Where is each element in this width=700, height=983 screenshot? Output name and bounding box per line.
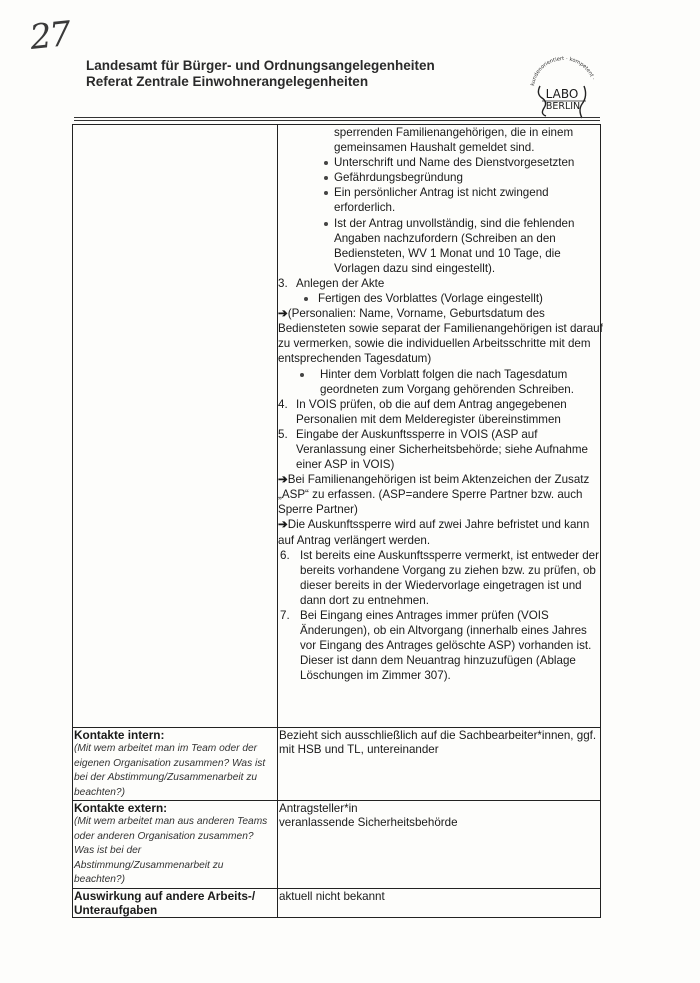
- logo-city: BERLIN: [545, 101, 581, 112]
- procedure-table: [72, 124, 601, 918]
- empty-label-cell: [73, 125, 278, 728]
- list-item: Gefährdungsbegründung: [278, 170, 600, 185]
- impact-value: aktuell nicht bekannt: [278, 888, 601, 917]
- department-name: Referat Zentrale Einwohnerangelegenheiten: [86, 74, 369, 89]
- contacts-intern-row: [73, 728, 601, 801]
- text-line: sperrenden Familienangehörigen, die in einem: [334, 126, 574, 139]
- step-5: 5. Eingabe der Auskunftssperre in VOIS (ASP auf Veranlassung einer Sicherheitsbehörde; siehe Aufnahme einer ASP in VOIS): [278, 427, 588, 472]
- note-arrow-2: ➔Bei Familienangehörigen ist beim Aktenzeichen der Zusatz „ASP“ zu erfassen. (ASP=andere Sperre Partner bzw. auch Sperre Partner): [278, 473, 590, 517]
- step-7: 7. Bei Eingang eines Antrages immer prüfen (VOIS Änderungen), ob ein Altvorgang (innerhalb eines Jahres vor Eingang des Antrages gelöschte ASP) vorhanden ist. Dieser ist dann dem Neuantrag hinzuzufügen (Ablage Löschungen im Zimmer 307).: [280, 609, 592, 683]
- contacts-intern-label: Kontakte intern: (Mit wem arbeitet man im Team oder der eigenen Organisation zusammen? Was ist bei der Abstimmung/Zusammenarbeit zu beachten?): [73, 728, 278, 801]
- list-item: Ein persönlicher Antrag ist nicht zwingend erforderlich.: [278, 185, 600, 215]
- list-item: Unterschrift und Name des Dienstvorgesetzten: [278, 155, 600, 170]
- contacts-extern-value: Antragsteller*in veranlassende Sicherheitsbehörde: [278, 801, 601, 889]
- arrow-icon: ➔: [278, 307, 288, 321]
- list-item: Hinter dem Vorblatt folgen die nach Tagesdatum geordneten zum Vorgang gehörenden Schreiben.: [278, 367, 600, 397]
- labo-berlin-logo: [526, 46, 598, 124]
- bullet-icon: [324, 161, 328, 165]
- bullet-icon: [324, 176, 328, 180]
- contacts-extern-hint: (Mit wem arbeitet man aus anderen Teams oder anderen Organisation zusammen? Was ist bei der Abstimmung/Zusammenarbeit zu beachten?): [74, 816, 268, 885]
- header-divider-thin: [74, 120, 600, 121]
- list-item: Fertigen des Vorblattes (Vorlage eingestellt): [278, 291, 600, 306]
- contacts-intern-hint: (Mit wem arbeitet man im Team oder der eigenen Organisation zusammen? Was ist bei der Abstimmung/Zusammenarbeit zu beachten?): [74, 743, 266, 798]
- step-3: 3. Anlegen der Akte: [278, 276, 385, 290]
- logo-arc-text: kundenorientiert · kompetent ·: [530, 56, 596, 87]
- agency-name: Landesamt für Bürger- und Ordnungsangelegenheiten: [86, 58, 435, 73]
- svg-text:kundenorientiert · kompetent ·: [526, 46, 596, 86]
- procedure-text: [278, 125, 603, 711]
- note-arrow-3: ➔Die Auskunftssperre wird auf zwei Jahre befristet und kann auf Antrag verlängert werden.: [278, 518, 590, 547]
- arrow-icon: ➔: [278, 518, 288, 532]
- bullet-icon: [304, 297, 308, 301]
- impact-row: [73, 888, 601, 917]
- contacts-intern-value: Bezieht sich ausschließlich auf die Sachbearbeiter*innen, ggf. mit HSB und TL, untereinander: [278, 728, 601, 801]
- text-line: gemeinsamen Haushalt gemeldet sind.: [334, 141, 535, 155]
- bullet-icon: [324, 222, 328, 226]
- header-divider: [74, 117, 600, 118]
- contacts-extern-row: [73, 801, 601, 889]
- arrow-icon: ➔: [278, 473, 288, 487]
- step-6: 6. Ist bereits eine Auskunftssperre vermerkt, ist entweder der bereits vorhandene Vorgang zu ziehen bzw. zu prüfen, ob dieser bereits in der Wiedervorlage eingetragen ist und dann dort zu entnehmen.: [280, 548, 599, 607]
- contacts-extern-label: Kontakte extern: (Mit wem arbeitet man aus anderen Teams oder anderen Organisation zusammen? Was ist bei der Abstimmung/Zusammenarbeit zu beachten?): [73, 801, 278, 889]
- logo-name: LABO: [545, 87, 579, 101]
- bullet-icon: [300, 373, 304, 377]
- handwritten-page-number: 27: [28, 14, 72, 58]
- step-4: 4. In VOIS prüfen, ob die auf dem Antrag angegebenen Personalien mit dem Melderegister übereinstimmen: [278, 397, 567, 426]
- procedure-cell: [278, 125, 601, 728]
- list-item: Ist der Antrag unvollständig, sind die fehlenden Angaben nachzufordern (Schreiben an den Bediensteten, WV 1 Monat und 10 Tage, die Vorlagen dazu sind eingestellt).: [278, 216, 600, 276]
- procedure-row: [73, 125, 601, 728]
- note-arrow-1: ➔(Personalien: Name, Vorname, Geburtsdatum des Bediensteten sowie separat der Familienangehörigen ist darauf zu vermerken, sowie die individuellen Arbeitsschritte mit dem entsprechenden Tagesdatum): [278, 307, 603, 366]
- letterhead: [86, 58, 435, 90]
- impact-label: Auswirkung auf andere Arbeits-/ Unteraufgaben: [73, 888, 278, 917]
- bullet-icon: [324, 191, 328, 195]
